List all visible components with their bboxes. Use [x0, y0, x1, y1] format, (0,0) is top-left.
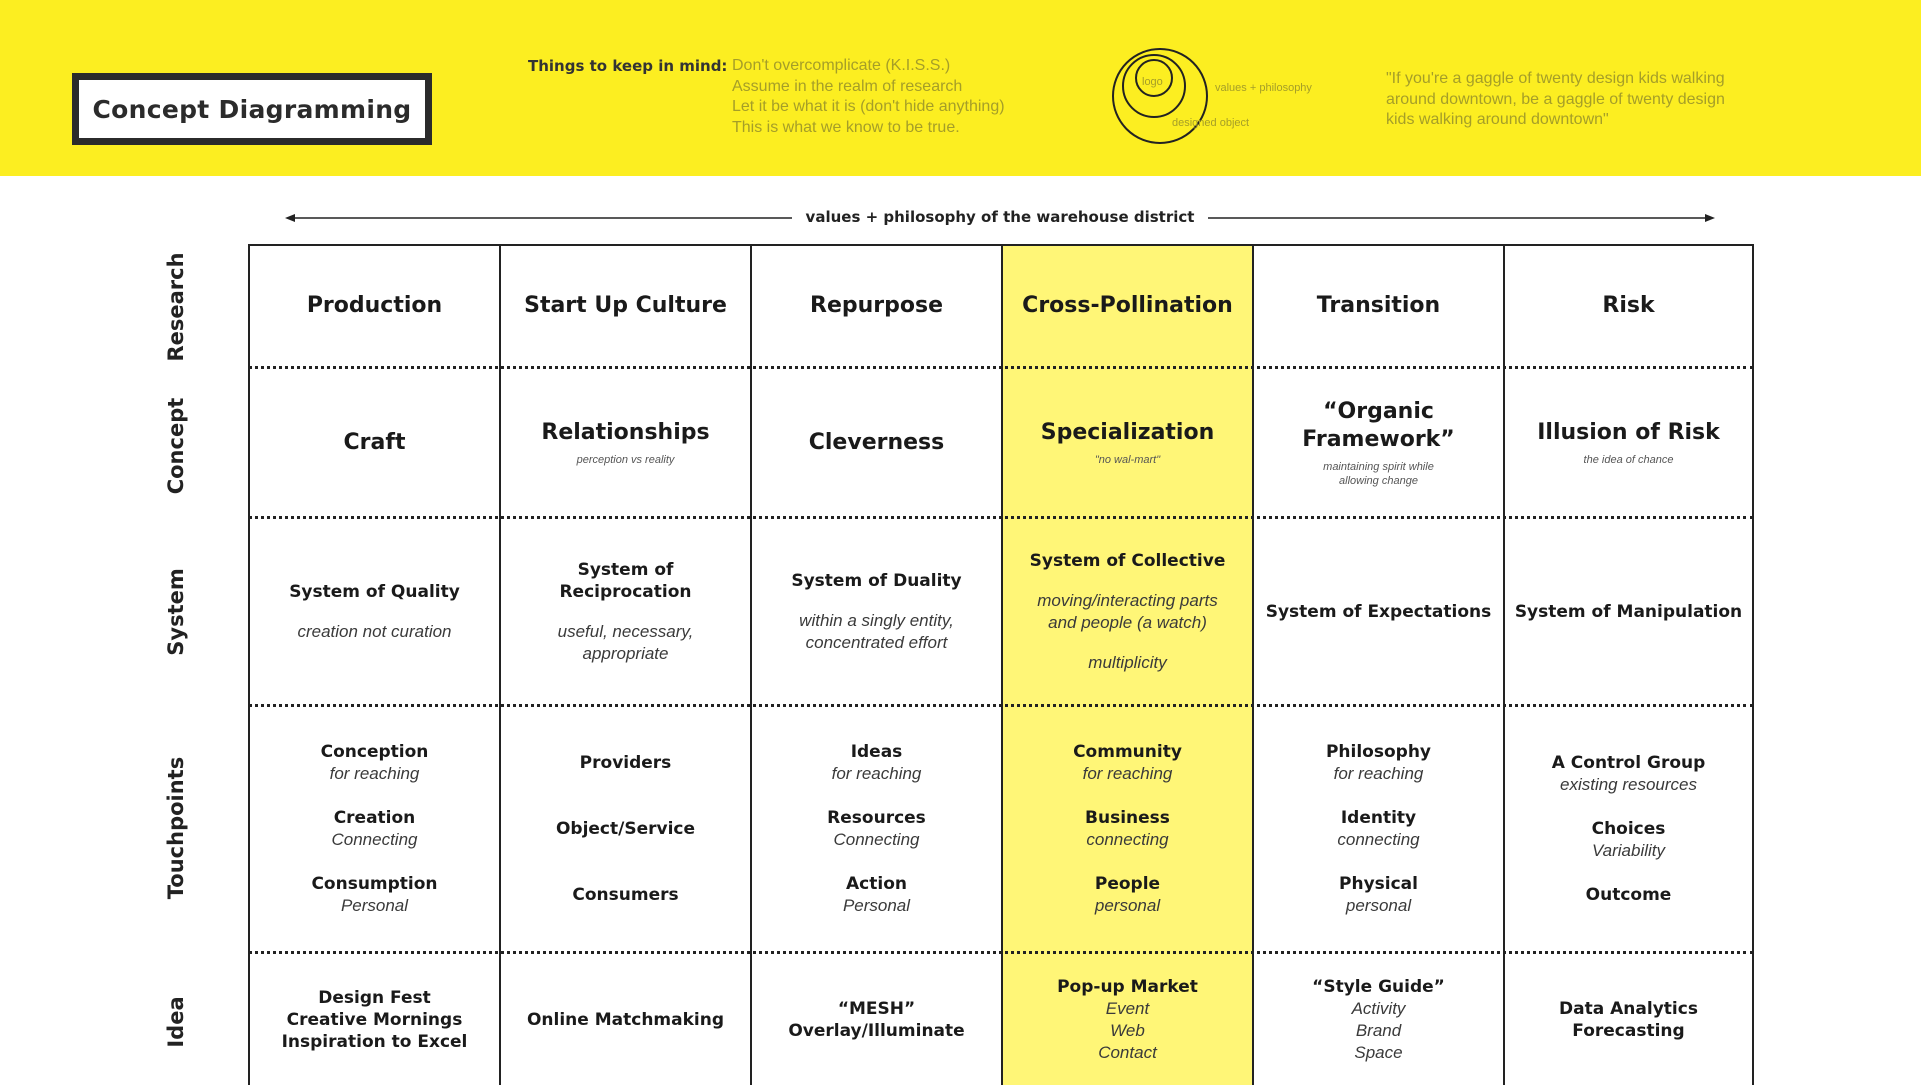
system-cell — [1254, 519, 1503, 704]
concept-note: perception vs reality — [576, 453, 675, 466]
idea-cell — [1505, 954, 1752, 1085]
system-description: concentrated effort — [805, 632, 948, 652]
concept-title: Craft — [343, 429, 406, 455]
research-cell — [752, 246, 1001, 366]
touchpoint — [1586, 884, 1672, 906]
system-title: System of Reciprocation — [559, 559, 692, 602]
system-cell — [752, 519, 1001, 704]
concept-note: "no wal-mart" — [1094, 453, 1161, 466]
concept-title: Cleverness — [808, 429, 945, 455]
system-cell — [1003, 519, 1252, 704]
idea-detail: Contact — [1098, 1042, 1157, 1062]
touchpoint-title: Identity — [1340, 808, 1417, 828]
touchpoint-title: Consumption — [311, 874, 438, 894]
touchpoint-mode: for reaching — [1333, 764, 1424, 783]
axis-label-text: values + philosophy of the warehouse district — [792, 208, 1209, 226]
concept-cell — [1254, 369, 1503, 516]
touchpoints-cell — [752, 707, 1001, 951]
touchpoint-title: Business — [1085, 808, 1170, 828]
touchpoint-title: Action — [846, 874, 907, 894]
system-description: within a singly entity, — [799, 610, 954, 630]
idea-title: “Style Guide” — [1312, 976, 1445, 997]
touchpoint-mode: for reaching — [329, 764, 420, 783]
touchpoint-mode: for reaching — [831, 764, 922, 783]
touchpoint — [580, 752, 672, 774]
research-cell — [501, 246, 750, 366]
research-cell — [1505, 246, 1752, 366]
idea-title: Overlay/Illuminate — [788, 1020, 965, 1041]
touchpoint — [1337, 807, 1419, 851]
column-divider — [1752, 244, 1754, 1085]
idea-cell — [752, 954, 1001, 1085]
logo-middle-label: values + philosophy — [1215, 82, 1312, 94]
system-title: System of Quality — [289, 581, 460, 602]
idea-detail: Space — [1354, 1042, 1403, 1062]
touchpoints-cell — [1254, 707, 1503, 951]
touchpoint-mode: Variability — [1591, 841, 1666, 860]
system-description: appropriate — [582, 643, 669, 663]
concept-title: Specialization — [1040, 419, 1215, 445]
concept-cell — [501, 369, 750, 516]
touchpoint-mode: connecting — [1337, 830, 1420, 849]
system-cell — [250, 519, 499, 704]
touchpoints-cell — [501, 707, 750, 951]
system-description: useful, necessary, — [557, 621, 694, 641]
touchpoint-title: A Control Group — [1551, 753, 1706, 773]
idea-cell — [1003, 954, 1252, 1085]
system-keyword: multiplicity — [1088, 652, 1167, 672]
idea-cell — [501, 954, 750, 1085]
system-cell — [501, 519, 750, 704]
touchpoint — [1326, 741, 1431, 785]
idea-detail: Activity — [1351, 998, 1406, 1018]
idea-detail: Web — [1110, 1020, 1145, 1040]
logo-outer-label: designed object — [1172, 117, 1250, 129]
touchpoint-mode: Connecting — [331, 830, 418, 849]
system-description: creation not curation — [297, 621, 452, 641]
keep-item: Let it be what it is (don't hide anything) — [732, 98, 1005, 115]
touchpoint-title: Creation — [333, 808, 416, 828]
touchpoint — [1592, 818, 1666, 862]
touchpoints-cell — [1505, 707, 1752, 951]
research-title: Start Up Culture — [524, 293, 727, 318]
idea-cell — [250, 954, 499, 1085]
keep-in-mind-label: Things to keep in mind: — [528, 57, 728, 75]
keep-item: This is what we know to be true. — [732, 118, 960, 136]
concept-title: “Organic Framework” — [1302, 398, 1455, 452]
touchpoint-title: Object/Service — [555, 819, 696, 839]
touchpoint-title: Choices — [1591, 819, 1666, 839]
touchpoint — [1085, 807, 1170, 851]
touchpoint-title: Outcome — [1585, 885, 1672, 905]
touchpoint-mode: Personal — [340, 896, 409, 915]
research-title: Production — [306, 293, 443, 318]
touchpoint — [321, 741, 429, 785]
idea-title: Pop-up Market — [1057, 976, 1198, 997]
concept-cell — [250, 369, 499, 516]
touchpoint-title: People — [1094, 874, 1161, 894]
touchpoint-mode: existing resources — [1559, 775, 1697, 794]
keep-in-mind-list — [732, 56, 1005, 138]
idea-title: Forecasting — [1572, 1020, 1685, 1041]
idea-title: Data Analytics — [1559, 998, 1698, 1019]
touchpoint-title: Ideas — [850, 742, 903, 762]
touchpoint-title: Conception — [320, 742, 429, 762]
touchpoint-title: Consumers — [572, 885, 679, 905]
page-title: Concept Diagramming — [92, 94, 412, 124]
idea-title: Online Matchmaking — [526, 1009, 725, 1030]
idea-title: Design Fest — [318, 987, 431, 1008]
touchpoint-mode: for reaching — [1082, 764, 1173, 783]
keep-item: Assume in the realm of research — [732, 77, 963, 95]
system-description: moving/interacting parts — [1037, 590, 1218, 610]
touchpoint — [331, 807, 417, 851]
touchpoint-title: Philosophy — [1325, 742, 1432, 762]
system-title: System of Expectations — [1265, 601, 1492, 622]
axis-label — [0, 208, 1921, 226]
touchpoint — [1552, 752, 1706, 796]
touchpoint-title: Physical — [1339, 874, 1418, 894]
concept-cell — [752, 369, 1001, 516]
touchpoint — [832, 741, 922, 785]
idea-cell — [1254, 954, 1503, 1085]
touchpoint-title: Resources — [827, 808, 926, 828]
idea-title: “MESH” — [837, 998, 916, 1019]
concentric-logo-icon — [1110, 44, 1220, 154]
touchpoints-cell — [250, 707, 499, 951]
touchpoint — [1073, 741, 1182, 785]
logo-inner-label: logo — [1142, 76, 1163, 88]
touchpoint — [1339, 873, 1418, 917]
system-cell — [1505, 519, 1752, 704]
touchpoint-mode: Personal — [842, 896, 911, 915]
touchpoint — [556, 818, 695, 840]
touchpoint-title: Community — [1073, 742, 1182, 762]
research-title: Repurpose — [810, 293, 943, 318]
concept-note: maintaining spirit while allowing change — [1323, 460, 1434, 487]
concept-grid — [248, 244, 1754, 1085]
touchpoint — [311, 873, 437, 917]
concept-cell — [1505, 369, 1752, 516]
touchpoint-mode: personal — [1094, 896, 1161, 915]
idea-title: Creative Mornings — [286, 1009, 463, 1030]
concept-note: the idea of chance — [1583, 453, 1674, 466]
concept-cell — [1003, 369, 1252, 516]
idea-detail: Event — [1105, 998, 1150, 1018]
idea-detail: Brand — [1355, 1020, 1402, 1040]
touchpoint — [843, 873, 910, 917]
quote-text: "If you're a gaggle of twenty design kids walking around downtown, be a gaggle of twenty design kids walking around downtown" — [1386, 70, 1725, 128]
research-cell — [1254, 246, 1503, 366]
research-cell — [1003, 246, 1252, 366]
system-title: System of Manipulation — [1514, 601, 1743, 622]
idea-title: Inspiration to Excel — [281, 1031, 468, 1052]
system-title: System of Duality — [791, 570, 962, 591]
touchpoint-title: Providers — [579, 753, 672, 773]
research-title: Risk — [1602, 293, 1655, 318]
system-title: System of Collective — [1029, 550, 1226, 571]
research-cell — [250, 246, 499, 366]
touchpoint — [1095, 873, 1160, 917]
touchpoint — [572, 884, 678, 906]
touchpoint-mode: connecting — [1086, 830, 1169, 849]
touchpoint — [827, 807, 926, 851]
page-title-box — [72, 73, 432, 145]
research-title: Transition — [1316, 293, 1441, 318]
touchpoint-mode: Connecting — [833, 830, 920, 849]
system-description: and people (a watch) — [1048, 612, 1207, 632]
research-title: Cross-Pollination — [1022, 293, 1233, 318]
concept-title: Relationships — [541, 419, 710, 445]
concept-title: Illusion of Risk — [1537, 419, 1720, 445]
touchpoints-cell — [1003, 707, 1252, 951]
keep-item: Don't overcomplicate (K.I.S.S.) — [732, 57, 951, 74]
touchpoint-mode: personal — [1345, 896, 1412, 915]
